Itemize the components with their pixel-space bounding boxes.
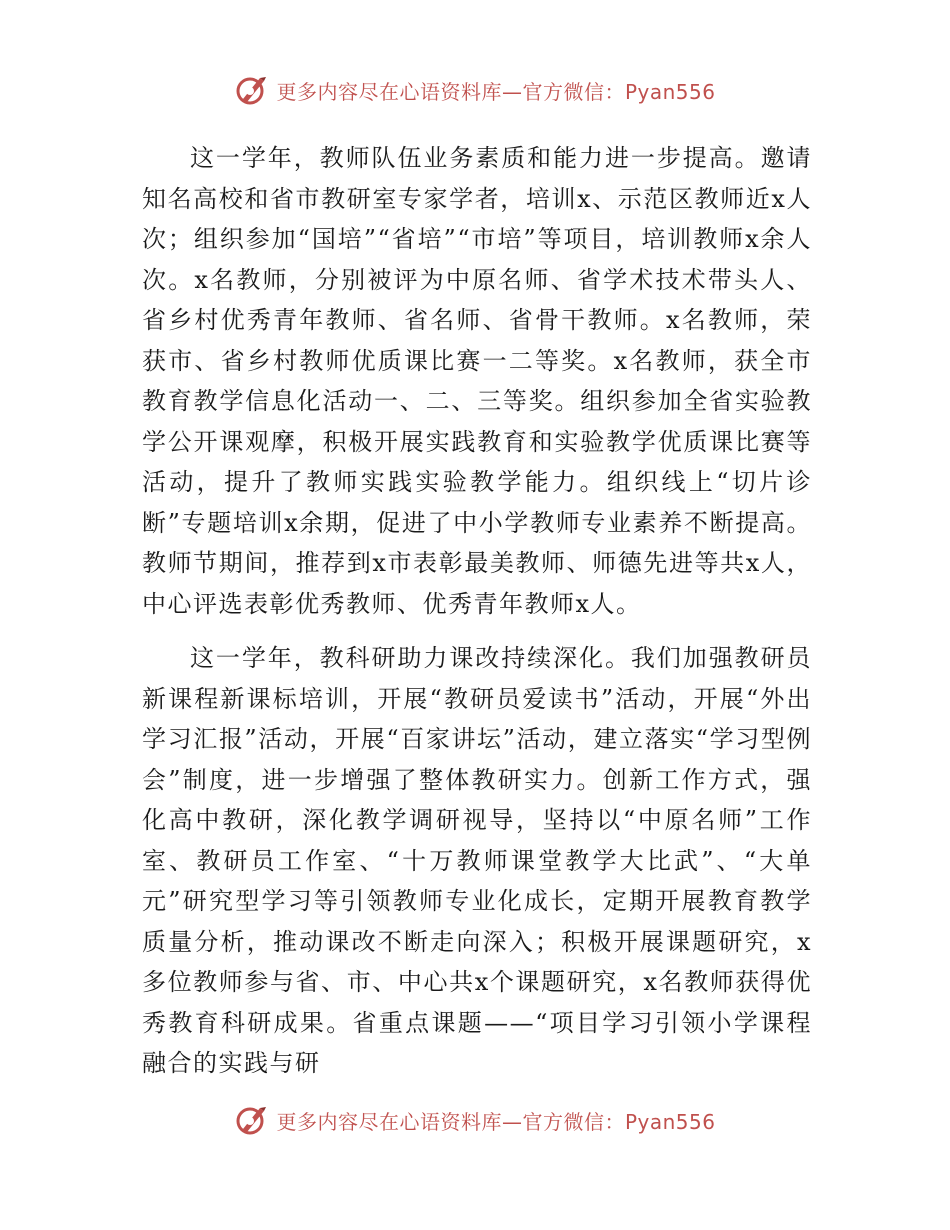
paragraph-research-reform: 这一学年，教科研助力课改持续深化。我们加强教研员新课程新课标培训，开展“教研员爱读书”活动，开展“外出学习汇报”活动，开展“百家讲坛”活动，建立落实“学习型例会”制度，进一步增强了整体教研实力。创新工作方式，强化高中教研，深化教学调研视导，坚持以“中原名师”工作室、教研员工作室、“十万教师课堂教学大比武”、“大单元”研究型学习等引领教师专业化成长，定期开展教育教学质量分析，推动课改不断走向深入；积极开展课题研究，x多位教师参与省、市、中心共x个课题研究，x名教师获得优秀教育科研成果。省重点课题——“项目学习引领小学课程融合的实践与研 (142, 644, 812, 1077)
pen-logo-icon (234, 1102, 270, 1138)
footer-banner (0, 1100, 950, 1140)
header-banner (0, 70, 950, 110)
paragraph-teacher-quality: 这一学年，教师队伍业务素质和能力进一步提高。邀请知名高校和省市教研室专家学者，培训x、示范区教师近x人次；组织参加“国培”“省培”“市培”等项目，培训教师x余人次。x名教师，分别被评为中原名师、省学术技术带头人、省乡村优秀青年教师、省名师、省骨干教师。x名教师，荣获市、省乡村教师优质课比赛一二等奖。x名教师，获全市教育教学信息化活动一、二、三等奖。组织参加全省实验教学公开课观摩，积极开展实践教育和实验教学优质课比赛等活动，提升了教师实践实验教学能力。组织线上“切片诊断”专题培训x余期，促进了中小学教师专业素养不断提高。教师节期间，推荐到x市表彰最美教师、师德先进等共x人，中心评选表彰优秀教师、优秀青年教师x人。 (142, 144, 812, 618)
header-banner-text: 更多内容尽在心语资料库—官方微信：Pyan556 (276, 79, 716, 104)
footer-banner-text: 更多内容尽在心语资料库—官方微信：Pyan556 (276, 1109, 716, 1134)
document-body (142, 138, 812, 1084)
pen-logo-icon (234, 72, 270, 108)
